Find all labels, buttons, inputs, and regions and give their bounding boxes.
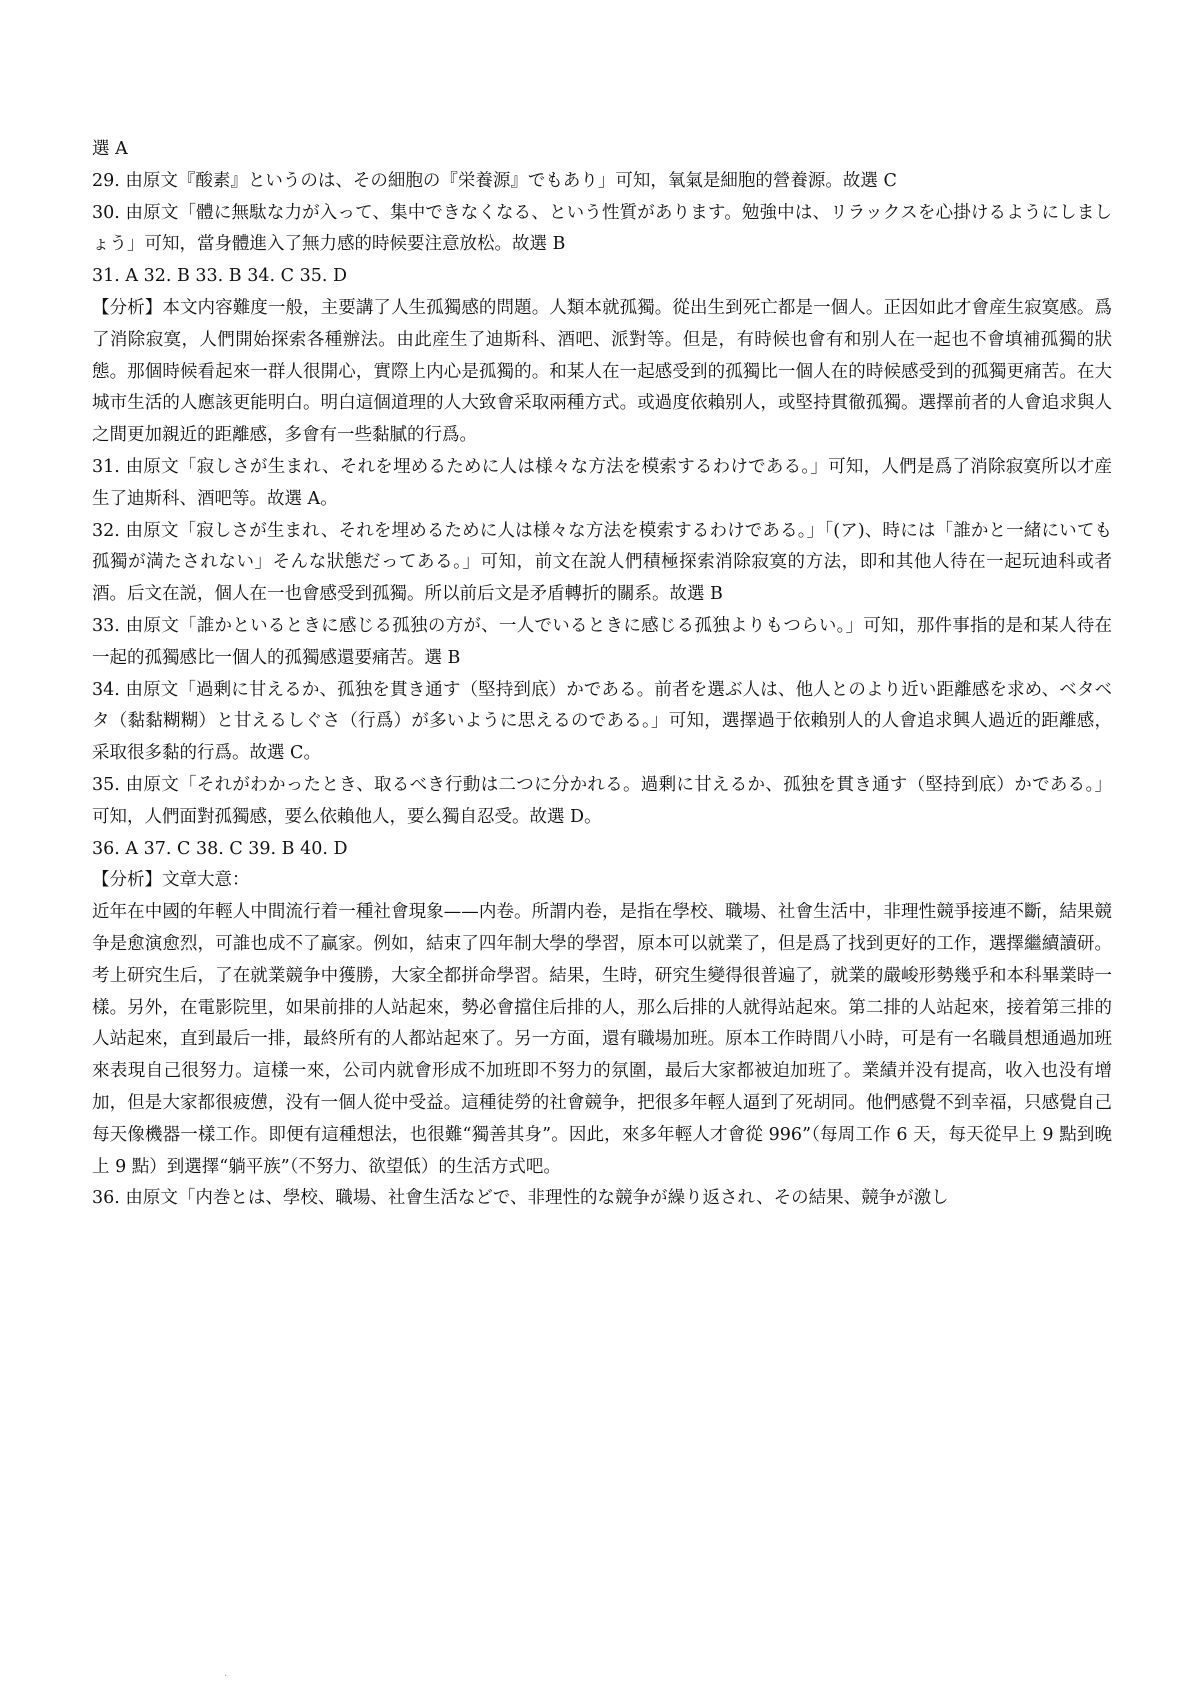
paragraph-35: 35. 由原文「それがわかったとき、取るべき行動は二つに分かれる。過剰に甘えるか、孤独を貫き通す（堅持到底）かである。」可知，人們面對孤獨感，要么依賴他人，要么獨自忍受。故選 D。 <box>92 774 1112 827</box>
document-body <box>92 134 1112 1215</box>
paragraph-30: 30. 由原文「體に無駄な力が入って、集中できなくなる、という性質があります。勉強中は、リラックスを心掛けるようにしましょう」可知，當身體進入了無力感的時候要注意放松。故選 B <box>92 202 1112 255</box>
paragraph-33: 33. 由原文「誰かといるときに感じる孤独の方が、一人でいるときに感じる孤独よりもつらい。」可知，那件事指的是和某人待在一起的孤獨感比一個人的孤獨感還要痛苦。選 B <box>92 615 1112 668</box>
paragraph-34: 34. 由原文「過剰に甘えるか、孤独を貫き通す（堅持到底）かである。前者を選ぶ人は、他人とのより近い距離感を求め、ベタベタ（黏黏糊糊）と甘えるしぐさ（行爲）が多いように思えるのである。」可知，選擇過于依賴别人的人會追求興人過近的距離感，采取很多黏的行爲。故選 C。 <box>92 679 1112 764</box>
paragraph-36: 36. 由原文「内巻とは、學校、職場、社會生活などで、非理性的な競争が繰り返され、その結果、競争が激し <box>92 1188 949 1209</box>
answer-key-31-35: 31. A 32. B 33. B 34. C 35. D <box>92 266 347 287</box>
footer-mark: . <box>224 1668 228 1679</box>
paragraph-32: 32. 由原文「寂しさが生まれ、それを埋めるために人は様々な方法を模索するわけである。」「(ア)、時には「誰かと一緒にいても孤獨が満たされない」そんな狀態だってある。」可知，前文在說人們積極探索消除寂寞的方法，即和其他人待在一起玩迪科或者酒。后文在説，個人在一也會感受到孤獨。所以前后文是矛盾轉折的關系。故選 B <box>92 520 1112 605</box>
paragraph-0: 選 A <box>92 139 128 159</box>
analysis-loneliness: 【分析】本文内容難度一般，主要講了人生孤獨感的問題。人類本就孤獨。從出生到死亡都是一個人。正因如此才會産生寂寞感。爲了消除寂寞，人們開始探索各種辦法。由此産生了迪斯科、酒吧、派對等。但是，有時候也會有和别人在一起也不會填補孤獨的狀態。那個時候看起來一群人很開心，實際上内心是孤獨的。和某人在一起感受到的孤獨比一個人在的時候感受到的孤獨更痛苦。在大城市生活的人應該更能明白。明白這個道理的人大致會采取兩種方式。或過度依賴别人，或堅持貫徹孤獨。選擇前者的人會追求與人之間更加親近的距離感，多會有一些黏膩的行爲。 <box>92 297 1112 446</box>
paragraph-29: 29. 由原文『酸素』というのは、その細胞の『栄養源』でもあり」可知，氧氣是細胞的營養源。故選 C <box>92 170 897 191</box>
summary-involution: 近年在中國的年輕人中間流行着一種社會現象——内卷。所謂内卷，是指在學校、職場、社會生活中，非理性競爭接連不斷，結果競争是愈演愈烈，可誰也成不了赢家。例如，結束了四年制大學的學習，原本可以就業了，但是爲了找到更好的工作，選擇繼續讀研。考上研究生后，了在就業競争中獲勝，大家全都拼命學習。結果，生時，研究生變得很普遍了，就業的嚴峻形勢幾乎和本科畢業時一樣。另外，在電影院里，如果前排的人站起來，勢必會擋住后排的人，那么后排的人就得站起來。第二排的人站起來，接着第三排的人站起來，直到最后一排，最終所有的人都站起來了。另一方面，還有職場加班。原本工作時間八小時，可是有一名職員想通過加班來表現自己很努力。這樣一來，公司内就會形成不加班即不努力的氛圍，最后大家都被迫加班了。業績并没有提高，收入也没有增加，但是大家都很疲憊，没有一個人從中受益。這種徒勞的社會競争，把很多年輕人逼到了死胡同。他們感覺不到幸福，只感覺自己每天像機器一樣工作。即便有這種想法，也很難“獨善其身”。因此，來多年輕人才會從 996”（每周工作 6 天，每天從早上 9 點到晚上 9 點）到選擇“躺平族”（不努力、欲望低）的生活方式吧。 <box>92 902 1112 1177</box>
analysis-heading: 【分析】文章大意： <box>92 870 250 891</box>
paragraph-31: 31. 由原文「寂しさが生まれ、それを埋めるために人は様々な方法を模索するわけである。」可知，人們是爲了消除寂寞所以才産生了迪斯科、酒吧等。故選 A。 <box>92 456 1112 509</box>
answer-key-36-40: 36. A 37. C 38. C 39. B 40. D <box>92 838 348 859</box>
